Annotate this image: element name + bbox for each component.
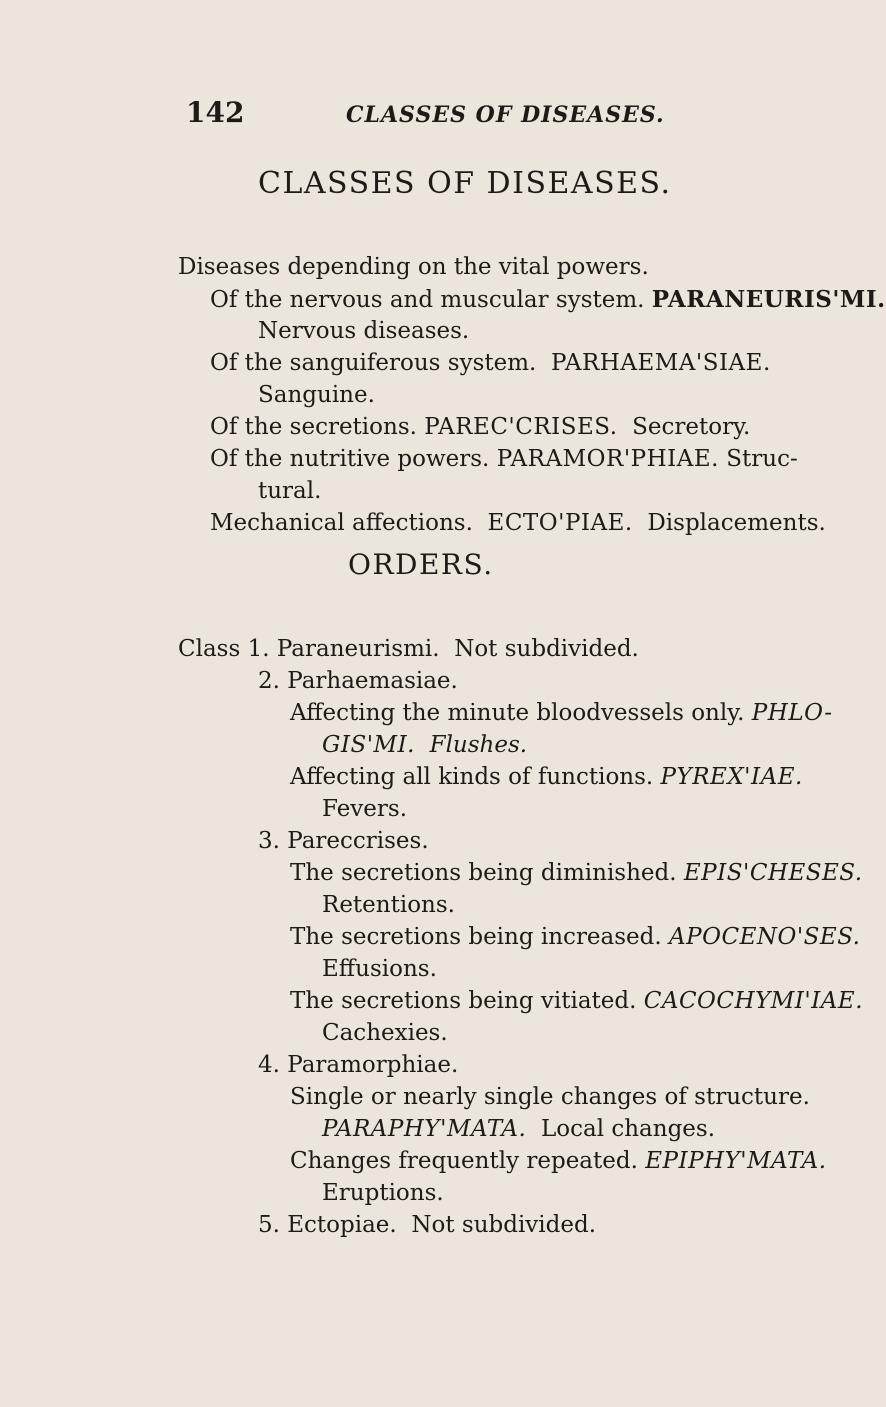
order-3-sub-3-gloss: Cachexies. (322, 1020, 448, 1046)
order-3-sub-2-gloss: Effusions. (322, 956, 437, 982)
term-ectopiae: ECTO'PIAE. (487, 510, 633, 536)
order-2-sub-2: Affecting all kinds of functions. PYREX'IAE. (290, 764, 803, 790)
order-4-sub-2: Changes frequently repeated. EPIPHY'MATA. (290, 1148, 827, 1174)
order-3-sub-1: The secretions being diminished. EPIS'CHESES. (290, 860, 863, 886)
page-number: 142 (186, 96, 245, 129)
order-2-sub-1: Affecting the minute bloodvessels only. PHLO- (290, 700, 833, 726)
term-paraneurismi: PARANEURIS'MI. (651, 286, 886, 313)
order-2-sub-2-gloss: Fevers. (322, 796, 408, 822)
class-nervous-gloss: Nervous diseases. (258, 318, 470, 344)
order-3-sub-1-gloss: Retentions. (322, 892, 455, 918)
classes-intro: Diseases depending on the vital powers. (178, 254, 649, 280)
class-nutritive-gloss: tural. (258, 478, 322, 504)
order-class-2: 2. Parhaemasiae. (258, 668, 458, 694)
term-epiphymata: EPIPHY'MATA. (645, 1148, 827, 1174)
term-pareccrises: PAREC'CRISES. (424, 414, 618, 440)
class-mechanical: Mechanical affections. ECTO'PIAE. Displacements. (210, 510, 826, 536)
order-3-sub-3: The secretions being vitiated. CACOCHYMI'IAE. (290, 988, 864, 1014)
term-paraphymata: PARAPHY'MATA. (322, 1116, 527, 1142)
term-pyrexiae: PYREX'IAE. (660, 764, 803, 790)
term-phlogismi: PHLO- (751, 700, 833, 726)
class-nutritive: Of the nutritive powers. PARAMOR'PHIAE. Struc- (210, 446, 798, 472)
section-title-orders: ORDERS. (348, 548, 494, 581)
term-parhaemasiae: PARHAEMA'SIAE. (550, 350, 771, 376)
order-class-1: Class 1. Paraneurismi. Not subdivided. (178, 636, 639, 662)
order-class-4: 4. Paramorphiae. (258, 1052, 459, 1078)
order-class-3: 3. Pareccrises. (258, 828, 429, 854)
class-sanguine-gloss: Sanguine. (258, 382, 375, 408)
term-cacochymiae: CACOCHYMI'IAE. (643, 988, 864, 1014)
order-class-5: 5. Ectopiae. Not subdivided. (258, 1212, 597, 1238)
class-secretions: Of the secretions. PAREC'CRISES. Secretory. (210, 414, 751, 440)
class-sanguine: Of the sanguiferous system. PARHAEMA'SIAE. (210, 350, 771, 376)
order-4-sub-1: Single or nearly single changes of structure. (290, 1084, 810, 1110)
order-4-sub-1-cont: PARAPHY'MATA. Local changes. (322, 1116, 716, 1142)
section-title-classes: CLASSES OF DISEASES. (258, 166, 672, 201)
term-apocenoses: APOCENO'SES. (669, 924, 861, 950)
term-epischeses: EPIS'CHESES. (683, 860, 863, 886)
order-3-sub-2: The secretions being increased. APOCENO'SES. (290, 924, 861, 950)
running-title: CLASSES OF DISEASES. (346, 102, 665, 128)
order-2-sub-1-cont: GIS'MI. Flushes. (322, 732, 528, 758)
term-paramorphiae: PARAMOR'PHIAE. (496, 446, 719, 472)
class-nervous: Of the nervous and muscular system. PARANEURIS'MI. (210, 286, 886, 313)
order-4-sub-2-gloss: Eruptions. (322, 1180, 444, 1206)
